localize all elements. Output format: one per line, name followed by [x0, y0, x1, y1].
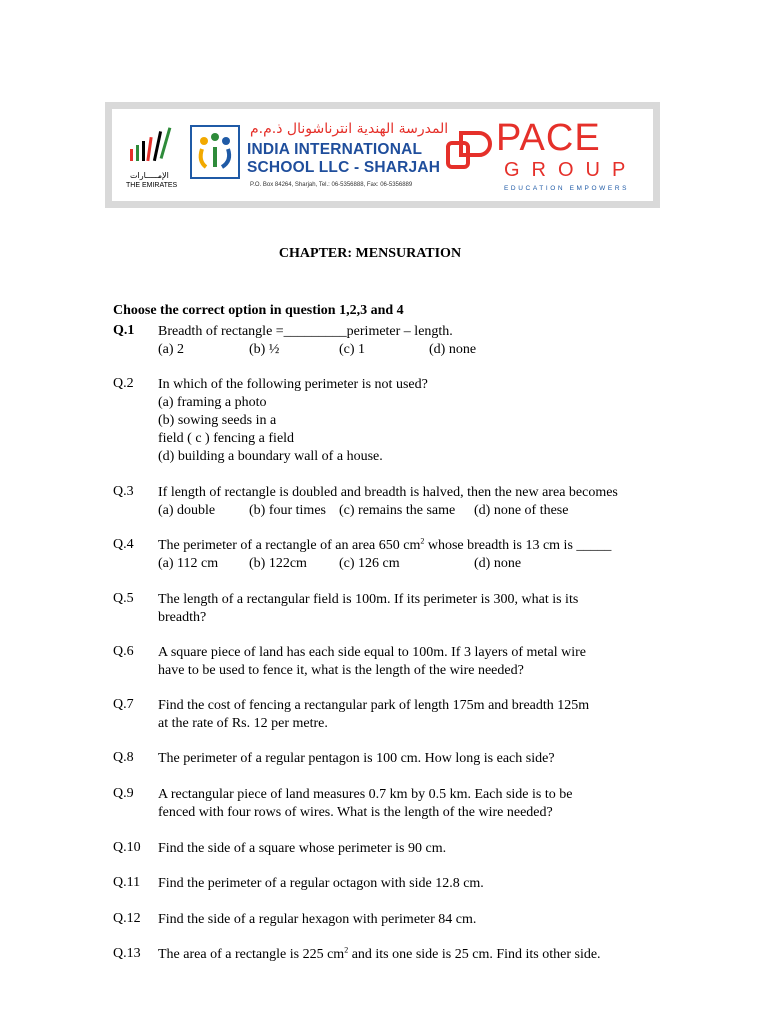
- option-c: (c) 1: [339, 342, 366, 357]
- emirates-english-text: THE EMIRATES: [126, 182, 178, 189]
- options-row: [158, 502, 618, 520]
- question-number: Q.13: [113, 946, 141, 961]
- option-line: (d) building a boundary wall of a house.: [158, 449, 383, 464]
- question-text: at the rate of Rs. 12 per metre.: [158, 716, 328, 731]
- question-number: Q.8: [113, 750, 134, 765]
- question-text-post: whose breadth is 13 cm is: [424, 538, 577, 553]
- superscript: 2: [420, 536, 425, 546]
- question-number: Q.7: [113, 697, 134, 712]
- question-text-pre: The area of a rectangle is 225 cm: [158, 947, 345, 962]
- header-banner: [105, 102, 660, 208]
- question-text: If length of rectangle is doubled and breadth is halved, then the new area becomes: [158, 485, 618, 500]
- chapter-title: CHAPTER: MENSURATION: [278, 246, 462, 261]
- question-text: A square piece of land has each side equal to 100m. If 3 layers of metal wire: [158, 645, 587, 660]
- question-text-post: perimeter – length.: [346, 324, 453, 339]
- pace-wordmark: PACE: [496, 117, 601, 159]
- question-text: Find the side of a square whose perimeter is 90 cm.: [158, 841, 447, 856]
- option-a: (a) 2: [158, 342, 185, 357]
- question-number: Q.3: [113, 484, 134, 499]
- question-text: Find the side of a regular hexagon with perimeter 84 cm.: [158, 912, 477, 927]
- superscript: 2: [344, 945, 349, 955]
- question-text: In which of the following perimeter is not used?: [158, 377, 428, 392]
- option-line: field ( c ) fencing a field: [158, 431, 295, 446]
- question-text-pre: The perimeter of a rectangle of an area 650 cm: [158, 538, 421, 553]
- answer-blank: _________: [283, 324, 347, 339]
- options-row: [158, 555, 611, 573]
- options-row: [158, 341, 477, 359]
- school-address: P.O. Box 84264, Sharjah, Tel.: 06-5356888, Fax: 06-5356889: [250, 182, 413, 188]
- pace-tagline: EDUCATION EMPOWERS: [504, 185, 630, 192]
- emirates-logo-icon: [126, 125, 178, 165]
- option-b: (b) four times: [249, 503, 326, 518]
- option-a: (a) double: [158, 503, 216, 518]
- question-number: Q.12: [113, 911, 141, 926]
- question-number: Q.5: [113, 591, 134, 606]
- question-text: A rectangular piece of land measures 0.7 km by 0.5 km. Each side is to be: [158, 787, 573, 802]
- question-text: fenced with four rows of wires. What is the length of the wire needed?: [158, 805, 553, 820]
- school-name-line2: SCHOOL LLC - SHARJAH: [247, 159, 441, 176]
- question-number: Q.4: [113, 537, 134, 552]
- school-name-line1: INDIA INTERNATIONAL: [247, 141, 423, 158]
- question-text-post: and its one side is 25 cm. Find its other side.: [348, 947, 601, 962]
- option-a: (a) 112 cm: [158, 556, 219, 571]
- option-line: (b) sowing seeds in a: [158, 413, 277, 428]
- question-text: have to be used to fence it, what is the length of the wire needed?: [158, 663, 524, 678]
- option-d: (d) none: [474, 556, 522, 571]
- school-name-arabic: المدرسة الهندية انترناشونال ذ.م.م: [250, 121, 449, 137]
- question-text-pre: Breadth of rectangle =: [158, 324, 284, 339]
- iis-logo-icon: [190, 125, 240, 179]
- option-b: (b) ½: [249, 342, 280, 357]
- question-number: Q.2: [113, 376, 134, 391]
- option-c: (c) remains the same: [339, 503, 456, 518]
- instruction-text: Choose the correct option in question 1,2,3 and 4: [113, 303, 404, 318]
- question-number: Q.9: [113, 786, 134, 801]
- question-text: The length of a rectangular field is 100m. If its perimeter is 300, what is its: [158, 592, 579, 607]
- question-number: Q.11: [113, 875, 141, 890]
- question-text: The perimeter of a regular pentagon is 100 cm. How long is each side?: [158, 751, 555, 766]
- option-d: (d) none of these: [474, 503, 569, 518]
- group-wordmark: GROUP: [504, 159, 638, 181]
- option-b: (b) 122cm: [249, 556, 307, 571]
- question-text: breadth?: [158, 610, 207, 625]
- emirates-arabic-text: الإمـــــارات: [130, 171, 169, 180]
- question-number: Q.1: [113, 323, 135, 338]
- question-number: Q.10: [113, 840, 141, 855]
- pace-logo-icon: [445, 127, 493, 173]
- option-c: (c) 126 cm: [339, 556, 400, 571]
- question-text: Find the perimeter of a regular octagon with side 12.8 cm.: [158, 876, 484, 891]
- header-banner-inner: [112, 109, 653, 201]
- question-text: [158, 537, 611, 555]
- question-text: [158, 946, 601, 964]
- option-d: (d) none: [429, 342, 477, 357]
- answer-blank: _____: [576, 538, 612, 553]
- question-text: Find the cost of fencing a rectangular park of length 175m and breadth 125m: [158, 698, 590, 713]
- question-number: Q.6: [113, 644, 134, 659]
- option-line: (a) framing a photo: [158, 395, 267, 410]
- question-text: [158, 323, 453, 341]
